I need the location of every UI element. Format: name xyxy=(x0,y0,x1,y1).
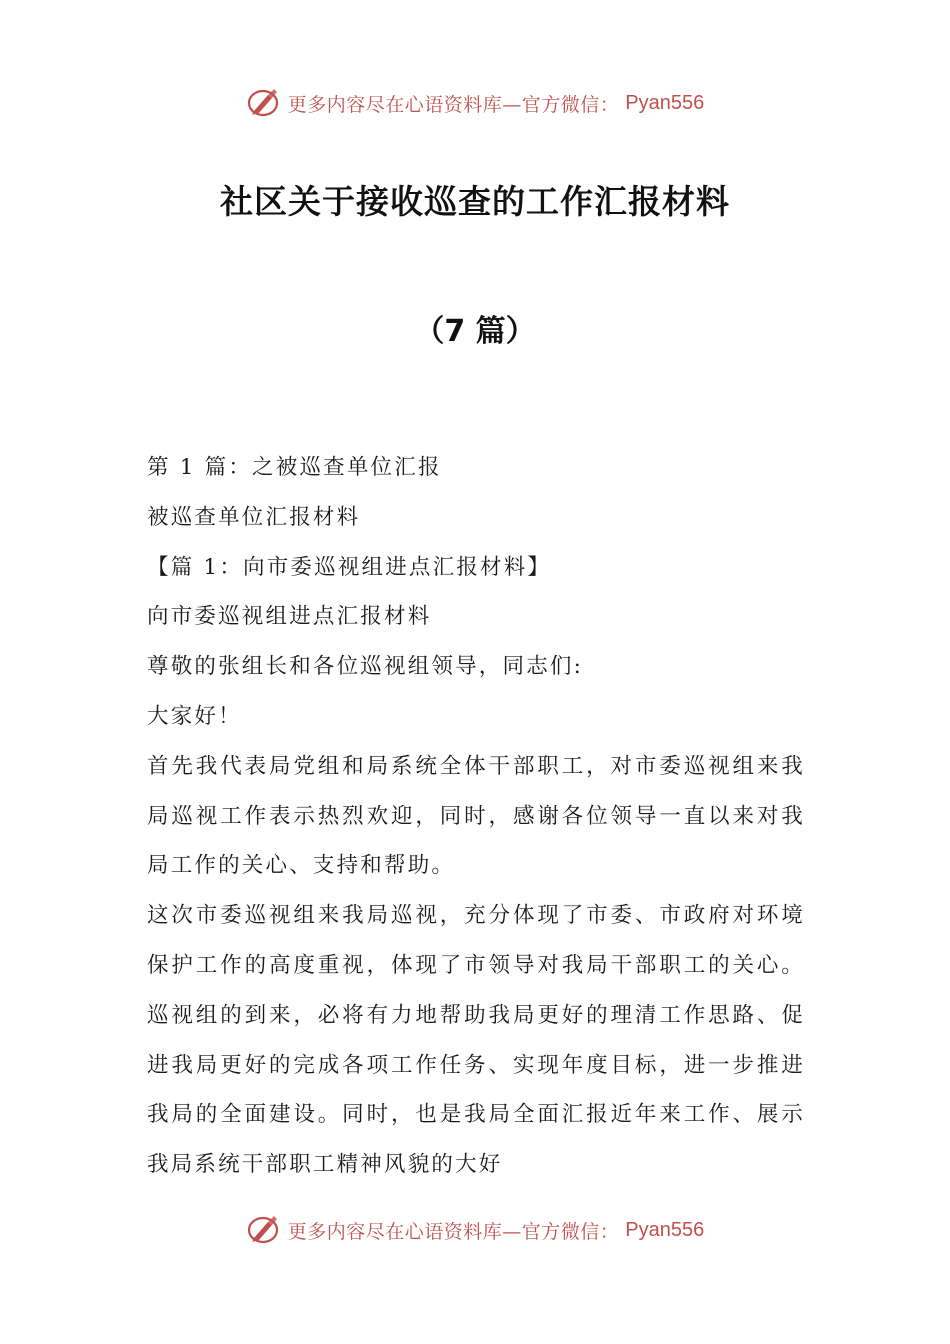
pen-logo-icon xyxy=(246,1212,282,1248)
wechat-id: Pyan556 xyxy=(625,91,705,114)
pen-logo-icon xyxy=(246,85,282,121)
document-body xyxy=(147,443,805,1190)
banner-text: 更多内容尽在心语资料库—官方微信： xyxy=(287,1220,620,1243)
document-title: 社区关于接收巡查的工作汇报材料 xyxy=(220,182,730,221)
banner-text: 更多内容尽在心语资料库—官方微信： xyxy=(287,93,620,116)
wechat-id: Pyan556 xyxy=(625,1218,705,1241)
document-subtitle: （7 篇） xyxy=(414,314,536,349)
paragraph: 第 1 篇：之被巡查单位汇报 xyxy=(147,455,442,480)
paragraph: 向市委巡视组进点汇报材料 xyxy=(147,604,432,630)
paragraph: 这次市委巡视组来我局巡视，充分体现了市委、市政府对环境保护工作的高度重视，体现了市领导对我局干部职工的关心。巡视组的到来，必将有力地帮助我局更好的理清工作思路、促进我局更好的完成各项工作任务、实现年度目标，进一步推进我局的全面建设。同时，也是我局全面汇报近年来工作、展示我局系统干部职工精神风貌的大好 xyxy=(147,903,805,1178)
paragraph: 被巡查单位汇报材料 xyxy=(147,504,361,530)
header-banner xyxy=(0,83,950,123)
footer-banner xyxy=(0,1210,950,1250)
paragraph: 大家好！ xyxy=(147,703,242,729)
paragraph: 尊敬的张组长和各位巡视组领导，同志们: xyxy=(147,654,584,680)
paragraph: 【篇 1：向市委巡视组进点汇报材料】 xyxy=(147,554,552,580)
paragraph: 首先我代表局党组和局系统全体干部职工，对市委巡视组来我局巡视工作表示热烈欢迎，同时，感谢各位领导一直以来对我局工作的关心、支持和帮助。 xyxy=(147,753,805,879)
